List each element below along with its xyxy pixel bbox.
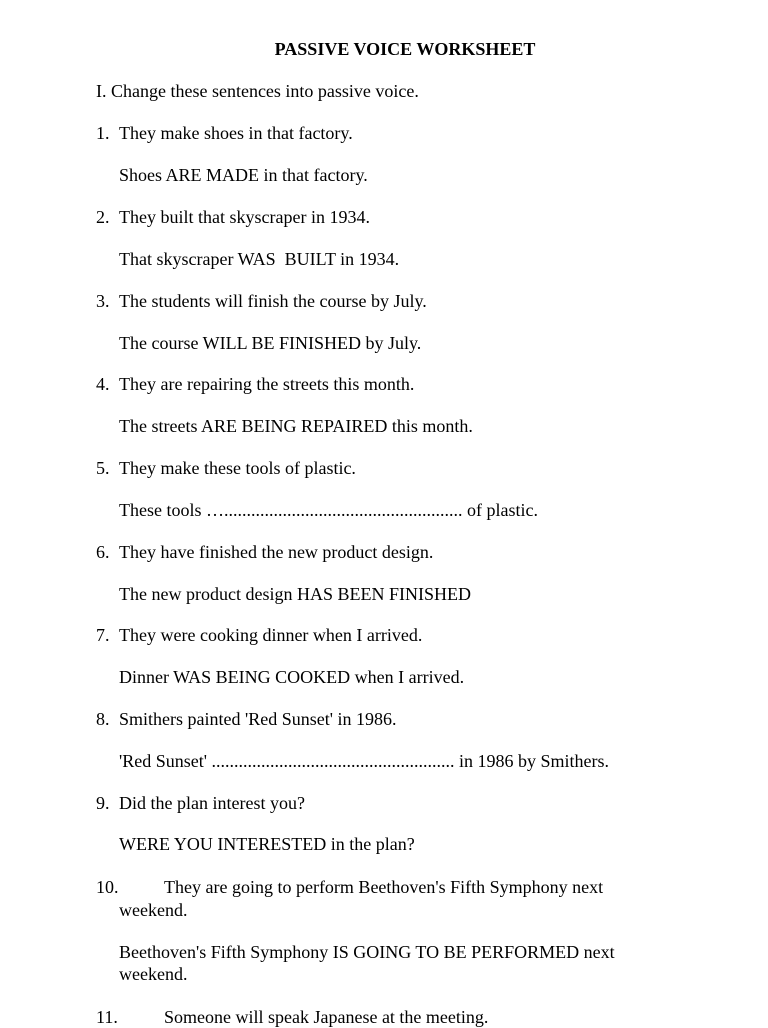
question-text: Did the plan interest you?: [119, 793, 305, 813]
question-number: 3.: [96, 291, 110, 311]
question-number: 4.: [96, 374, 110, 394]
question-text: They have finished the new product design.: [119, 542, 434, 562]
question-number: 10.: [96, 877, 119, 897]
question-text: They were cooking dinner when I arrived.: [119, 625, 423, 645]
answer-7: Dinner WAS BEING COOKED when I arrived.: [119, 667, 465, 687]
answer-10-line-1: Beethoven's Fifth Symphony IS GOING TO BE PERFORMED next: [119, 942, 615, 962]
question-10: [96, 876, 716, 898]
question-9: [96, 792, 716, 814]
question-text: They make shoes in that factory.: [119, 123, 353, 143]
question-text: The students will finish the course by July.: [119, 291, 427, 311]
answer-8: 'Red Sunset' ...................................................... in 1986 by Smithers.: [119, 751, 609, 771]
question-number: 2.: [96, 207, 110, 227]
question-3: [96, 290, 716, 312]
question-number: 11.: [96, 1007, 118, 1027]
question-number: 7.: [96, 625, 110, 645]
question-5: [96, 457, 716, 479]
answer-10-line-2: weekend.: [119, 964, 188, 984]
question-10-continuation: weekend.: [119, 900, 188, 920]
answer-9: WERE YOU INTERESTED in the plan?: [119, 834, 415, 854]
instruction: I. Change these sentences into passive voice.: [96, 81, 419, 101]
question-number: 1.: [96, 123, 110, 143]
answer-4: The streets ARE BEING REPAIRED this month.: [119, 416, 473, 436]
page-title: PASSIVE VOICE WORKSHEET: [274, 39, 536, 59]
question-4: [96, 373, 716, 395]
question-number: 9.: [96, 793, 110, 813]
question-8: [96, 708, 716, 730]
question-1: [96, 122, 716, 144]
question-number: 8.: [96, 709, 110, 729]
question-7: [96, 624, 716, 646]
question-text-line-1: They are going to perform Beethoven's Fifth Symphony next: [164, 877, 604, 897]
answer-1: Shoes ARE MADE in that factory.: [119, 165, 368, 185]
question-11: [96, 1006, 716, 1028]
question-text: They built that skyscraper in 1934.: [119, 207, 370, 227]
answer-5: These tools …..................................................... of plastic.: [119, 500, 538, 520]
question-6: [96, 541, 716, 563]
answer-3: The course WILL BE FINISHED by July.: [119, 333, 422, 353]
question-number: 5.: [96, 458, 110, 478]
answer-6: The new product design HAS BEEN FINISHED: [119, 584, 471, 604]
question-2: [96, 206, 716, 228]
question-text: They make these tools of plastic.: [119, 458, 356, 478]
question-text: They are repairing the streets this month.: [119, 374, 415, 394]
question-text: Someone will speak Japanese at the meeting.: [164, 1007, 489, 1027]
question-text: Smithers painted 'Red Sunset' in 1986.: [119, 709, 397, 729]
question-number: 6.: [96, 542, 110, 562]
answer-2: That skyscraper WAS BUILT in 1934.: [119, 249, 400, 269]
